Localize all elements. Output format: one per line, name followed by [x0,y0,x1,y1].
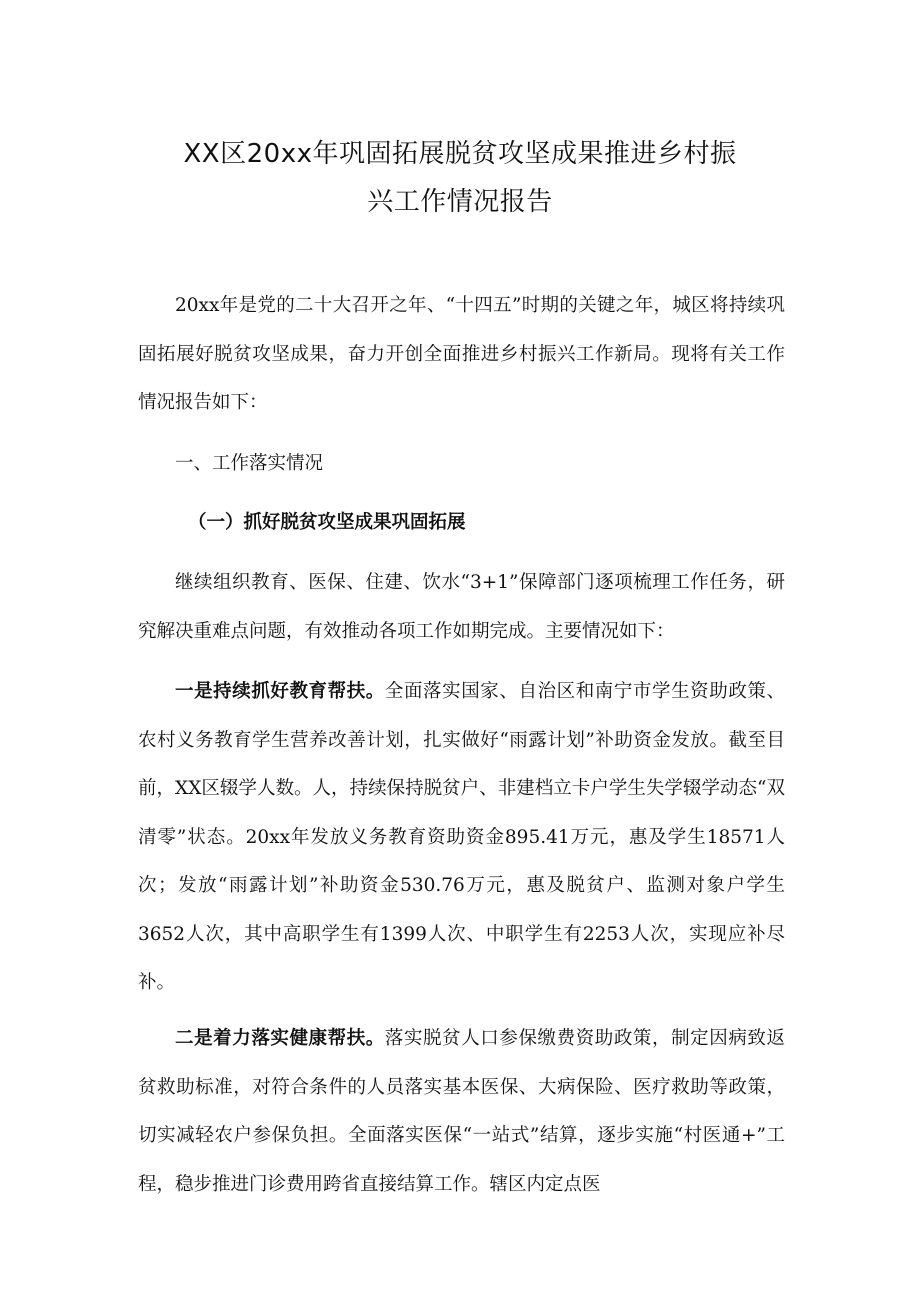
section-heading: 一、工作落实情况 [175,453,324,474]
health-support-lead: 二是着力落实健康帮扶。 [175,1028,385,1049]
document-title-line-1: XX区20xx年巩固拓展脱贫攻坚成果推进乡村振 [183,139,737,169]
health-support-paragraph [138,1015,785,1209]
education-support-paragraph [138,668,785,1008]
health-support-text: 落实脱贫人口参保缴费资助政策，制定因病致返贫救助标准，对符合条件的人员落实基本医保、大病保险、医疗救助等政策，切实减轻农户参保负担。全面落实医保“一站式”结算，逐步实施“村医通+”工程，稳步推进门诊费用跨省直接结算工作。辖区内定点医 [138,1028,785,1195]
education-support-text: 全面落实国家、自治区和南宁市学生资助政策、农村义务教育学生营养改善计划，扎实做好“雨露计划”补助资金发放。截至目前，XX区辍学人数。人，持续保持脱贫户、非建档立卡户学生失学辍学动态“双清零”状态。20xx年发放义务教育资助资金895.41万元，惠及学生18571人次；发放“雨露计划”补助资金530.76万元，惠及脱贫户、监测对象户学生3652人次，其中高职学生有1399人次、中职学生有2253人次，实现应补尽补。 [138,681,785,993]
intro-paragraph: 20xx年是党的二十大召开之年、“十四五”时期的关键之年，城区将持续巩固拓展好脱贫攻坚成果，奋力开创全面推进乡村振兴工作新局。现将有关工作情况报告如下： [138,295,785,413]
education-support-lead: 一是持续抓好教育帮扶。 [175,681,385,702]
document-title-line-2: 兴工作情况报告 [367,187,553,217]
subsection-intro-paragraph: 继续组织教育、医保、住建、饮水“3+1”保障部门逐项梳理工作任务，研究解决重难点问题，有效推动各项工作如期完成。主要情况如下： [138,572,785,642]
subsection-heading: （一）抓好脱贫攻坚成果巩固拓展 [187,512,466,533]
